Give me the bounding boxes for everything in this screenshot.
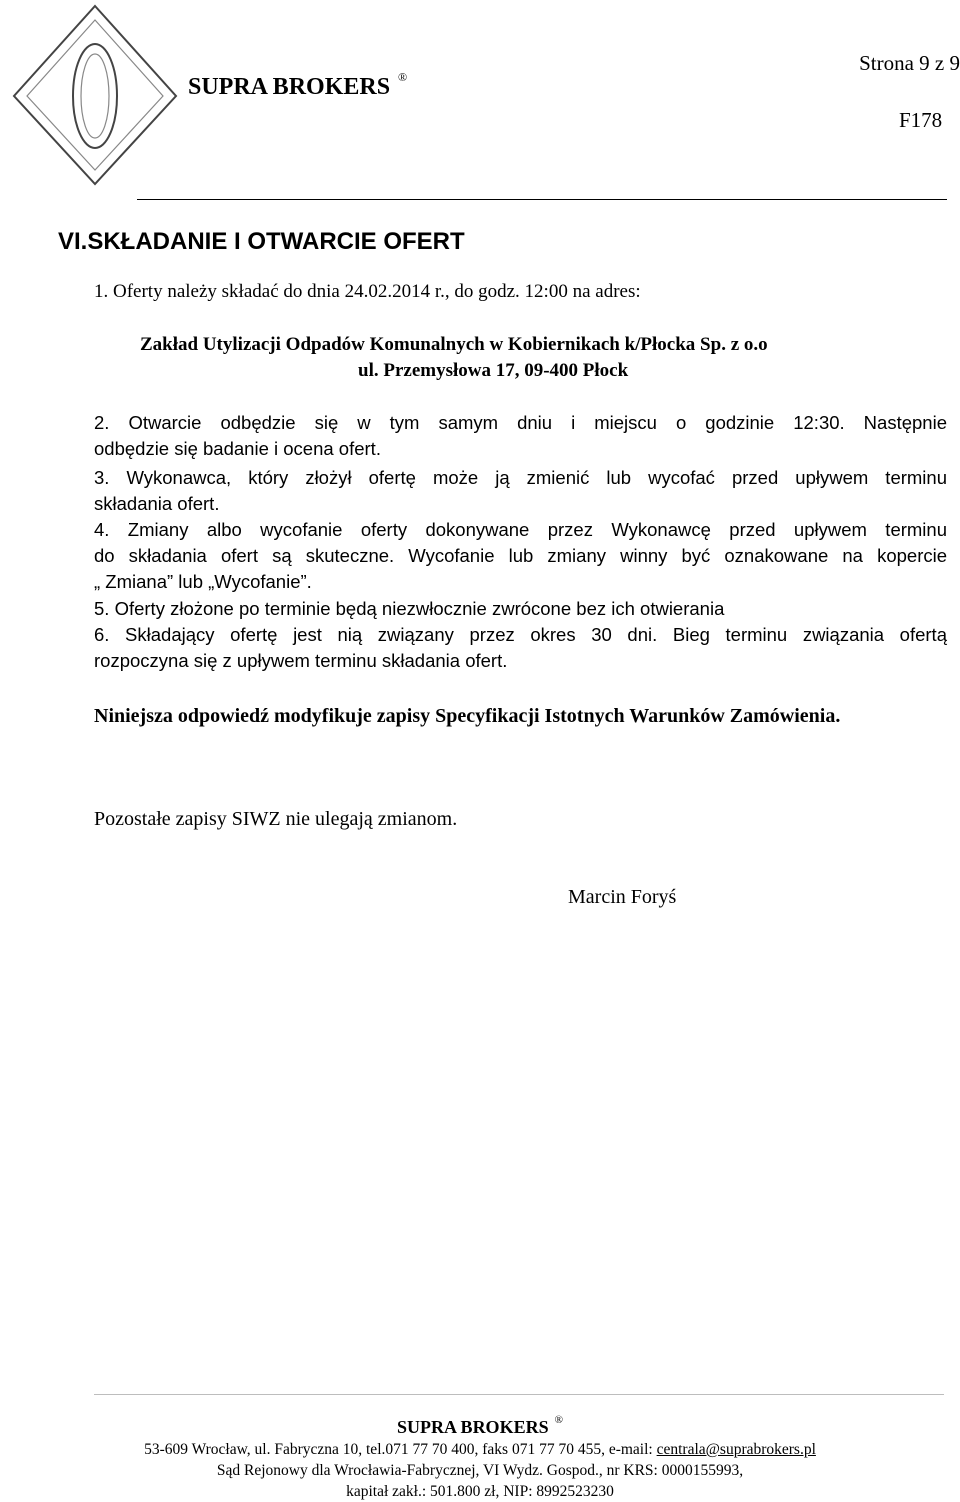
footer-email-link[interactable]: centrala@suprabrokers.pl (656, 1441, 816, 1458)
footer-brand: SUPRA BROKERS ® (397, 1414, 563, 1437)
footer-registry: Sąd Rejonowy dla Wrocławia-Fabrycznej, VI Wydz. Gospod., nr KRS: 0000155993, (216, 1462, 744, 1479)
document-code: F178 (899, 108, 943, 132)
brand-name: SUPRA BROKERS ® (188, 70, 408, 100)
company-logo (0, 0, 180, 190)
item-4-line-1: 4. Zmiany albo wycofanie oferty dokonywane przez Wykonawcę przed upływem terminu (94, 519, 947, 540)
header-divider (137, 199, 947, 200)
item-2-line-2: odbędzie się badanie i ocena ofert. (94, 438, 381, 459)
footer-registered-mark: ® (554, 1414, 563, 1426)
item-1: 1. Oferty należy składać do dnia 24.02.2014 r., do godz. 12:00 na adres: (94, 281, 641, 302)
remaining-provisions: Pozostałe zapisy SIWZ nie ulegają zmianom. (94, 808, 458, 830)
address-line-2: ul. Przemysłowa 17, 09-400 Płock (358, 360, 629, 381)
item-4-line-3: „ Zmiana” lub „Wycofanie”. (94, 571, 312, 592)
section-title: VI.SKŁADANIE I OTWARCIE OFERT (58, 228, 465, 255)
item-6-line-2: rozpoczyna się z upływem terminu składania ofert. (94, 650, 508, 671)
item-3-line-1: 3. Wykonawca, który złożył ofertę może ją zmienić lub wycofać przed upływem terminu (94, 467, 947, 488)
footer-contact: 53-609 Wrocław, ul. Fabryczna 10, tel.071 77 70 400, faks 071 77 70 455, e-mail: centrala@suprabrokers.pl (144, 1441, 816, 1458)
item-3-line-2: składania ofert. (94, 493, 220, 514)
signature: Marcin Foryś (568, 886, 677, 908)
page-number: Strona 9 z 9 (859, 51, 960, 75)
footer-divider (94, 1394, 944, 1395)
item-2-line-1: 2. Otwarcie odbędzie się w tym samym dniu i miejscu o godzinie 12:30. Następnie (94, 412, 947, 433)
address-line-1: Zakład Utylizacji Odpadów Komunalnych w Kobiernikach k/Płocka Sp. z o.o (140, 334, 768, 355)
item-6-line-1: 6. Składający ofertę jest nią związany przez okres 30 dni. Bieg terminu związania ofertą (94, 624, 947, 645)
footer-capital: kapitał zakł.: 501.800 zł, NIP: 8992523230 (346, 1483, 614, 1500)
item-5: 5. Oferty złożone po terminie będą niezwłocznie zwrócone bez ich otwierania (94, 598, 725, 619)
item-4-line-2: do składania ofert są skuteczne. Wycofanie lub zmiany winny być oznakowane na kopercie (94, 545, 947, 566)
registered-mark: ® (398, 70, 408, 84)
modification-note: Niniejsza odpowiedź modyfikuje zapisy Specyfikacji Istotnych Warunków Zamówienia. (94, 705, 841, 727)
